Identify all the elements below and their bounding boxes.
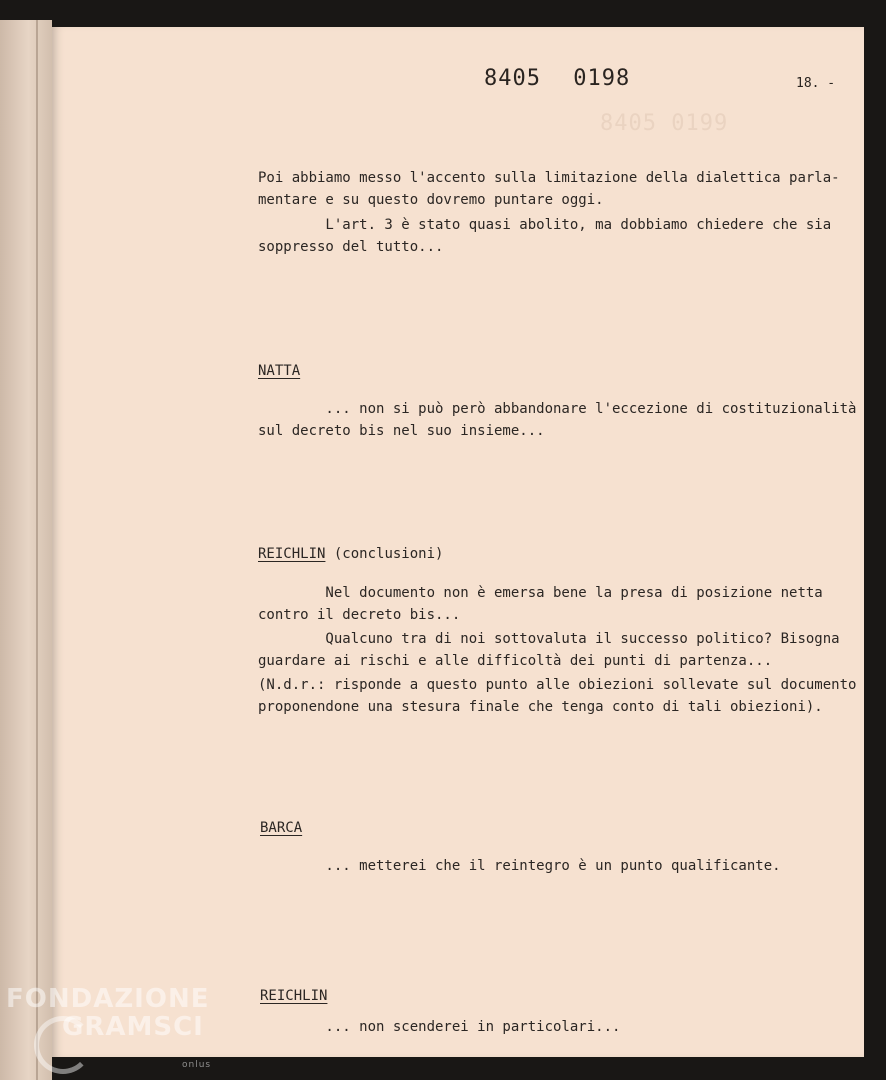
binder-left-page	[0, 20, 52, 1080]
editor-note: (N.d.r.: risponde a questo punto alle obiezioni sollevate sul documento proponendone una stesura finale che tenga conto di tali obiezioni).	[258, 677, 857, 715]
natta-text: ... non si può però abbandonare l'eccezione di costituzionalità sul decreto bis nel suo insieme...	[258, 401, 857, 439]
speaker-reichlin-2: REICHLIN	[260, 988, 328, 1004]
paragraph-1: Poi abbiamo messo l'accento sulla limitazione della dialettica parla- mentare e su questo dovremo puntare oggi.	[258, 170, 840, 208]
watermark-suffix: onlus	[182, 1060, 212, 1070]
paragraph-2: L'art. 3 è stato quasi abolito, ma dobbiamo chiedere che sia soppresso del tutto...	[258, 217, 832, 255]
reichlin-paragraph-2: Qualcuno tra di noi sottovaluta il successo politico? Bisogna guardare ai rischi e alle difficoltà dei punti di partenza...	[258, 631, 840, 669]
speaker-reichlin-heading	[258, 543, 443, 565]
barca-text: ... metterei che il reintegro è un punto qualificante.	[258, 858, 781, 874]
speaker-natta: NATTA	[258, 363, 301, 379]
watermark	[6, 984, 212, 1070]
watermark-line-1: FONDAZIONE	[6, 984, 210, 1014]
speaker-barca: BARCA	[260, 820, 303, 836]
reichlin-2-text: ... non scenderei in particolari...	[258, 1019, 621, 1035]
speaker-reichlin-note: (conclusioni)	[325, 546, 444, 562]
ghost-document-number: 8405 0199	[600, 111, 729, 136]
document-number: 8405 0198	[484, 66, 631, 91]
page-number: 18. -	[796, 76, 836, 91]
reichlin-paragraph-1: Nel documento non è emersa bene la presa di posizione netta contro il decreto bis...	[258, 585, 823, 623]
speaker-reichlin: REICHLIN	[258, 546, 326, 562]
watermark-line-2: GRAMSCI	[62, 1012, 204, 1042]
